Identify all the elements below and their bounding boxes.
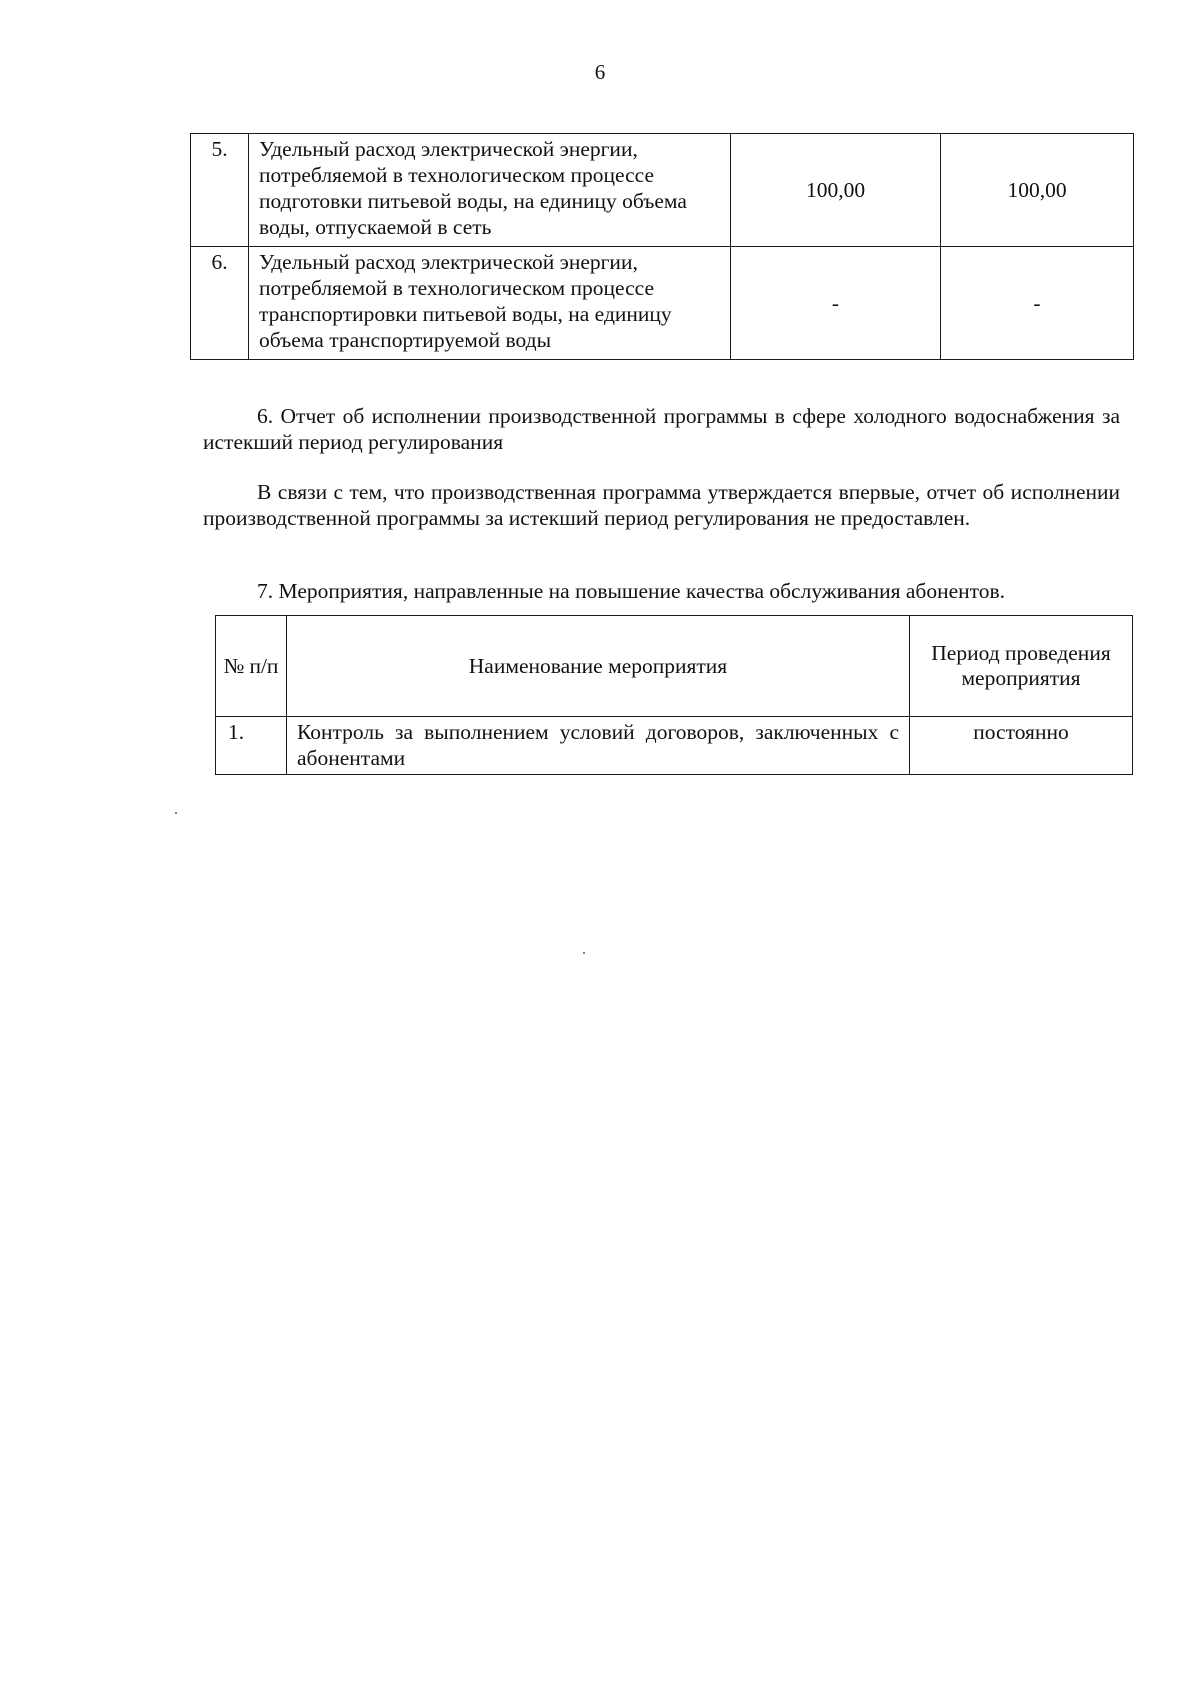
indicator-value-1: - bbox=[731, 247, 941, 360]
header-period: Период проведения мероприятия bbox=[910, 616, 1133, 717]
scan-speck bbox=[583, 952, 585, 954]
indicator-value-2: - bbox=[941, 247, 1134, 360]
scan-speck bbox=[175, 812, 177, 814]
header-number: № п/п bbox=[216, 616, 287, 717]
indicators-table bbox=[190, 133, 1134, 360]
row-number: 5. bbox=[191, 134, 249, 247]
event-period: постоянно bbox=[910, 717, 1133, 775]
indicator-value-1: 100,00 bbox=[731, 134, 941, 247]
section-7-heading: 7. Мероприятия, направленные на повышение качества обслуживания абонентов. bbox=[257, 579, 1006, 603]
section-6-heading: 6. Отчет об исполнении производственной программы в сфере холодного водоснабжения за истекший период регулирования bbox=[203, 404, 1120, 454]
section-6-note: В связи с тем, что производственная программа утверждается впервые, отчет об исполнении производственной программы за истекший период регулирования не предоставлен. bbox=[203, 480, 1120, 530]
events-table bbox=[215, 615, 1133, 775]
table-row bbox=[216, 717, 1133, 775]
table-header-row bbox=[216, 616, 1133, 717]
event-number: 1. bbox=[216, 717, 287, 775]
row-number: 6. bbox=[191, 247, 249, 360]
indicator-description: Удельный расход электрической энергии, потребляемой в технологическом процессе подготовки питьевой воды, на единицу объема воды, отпускаемой в сеть bbox=[249, 134, 731, 247]
table-row bbox=[191, 134, 1134, 247]
header-event-name: Наименование мероприятия bbox=[287, 616, 910, 717]
indicator-description: Удельный расход электрической энергии, потребляемой в технологическом процессе транспортировки питьевой воды, на единицу объема транспортируемой воды bbox=[249, 247, 731, 360]
indicator-value-2: 100,00 bbox=[941, 134, 1134, 247]
page-number: 6 bbox=[594, 60, 606, 84]
table-row bbox=[191, 247, 1134, 360]
event-name: Контроль за выполнением условий договоров, заключенных с абонентами bbox=[287, 717, 910, 775]
